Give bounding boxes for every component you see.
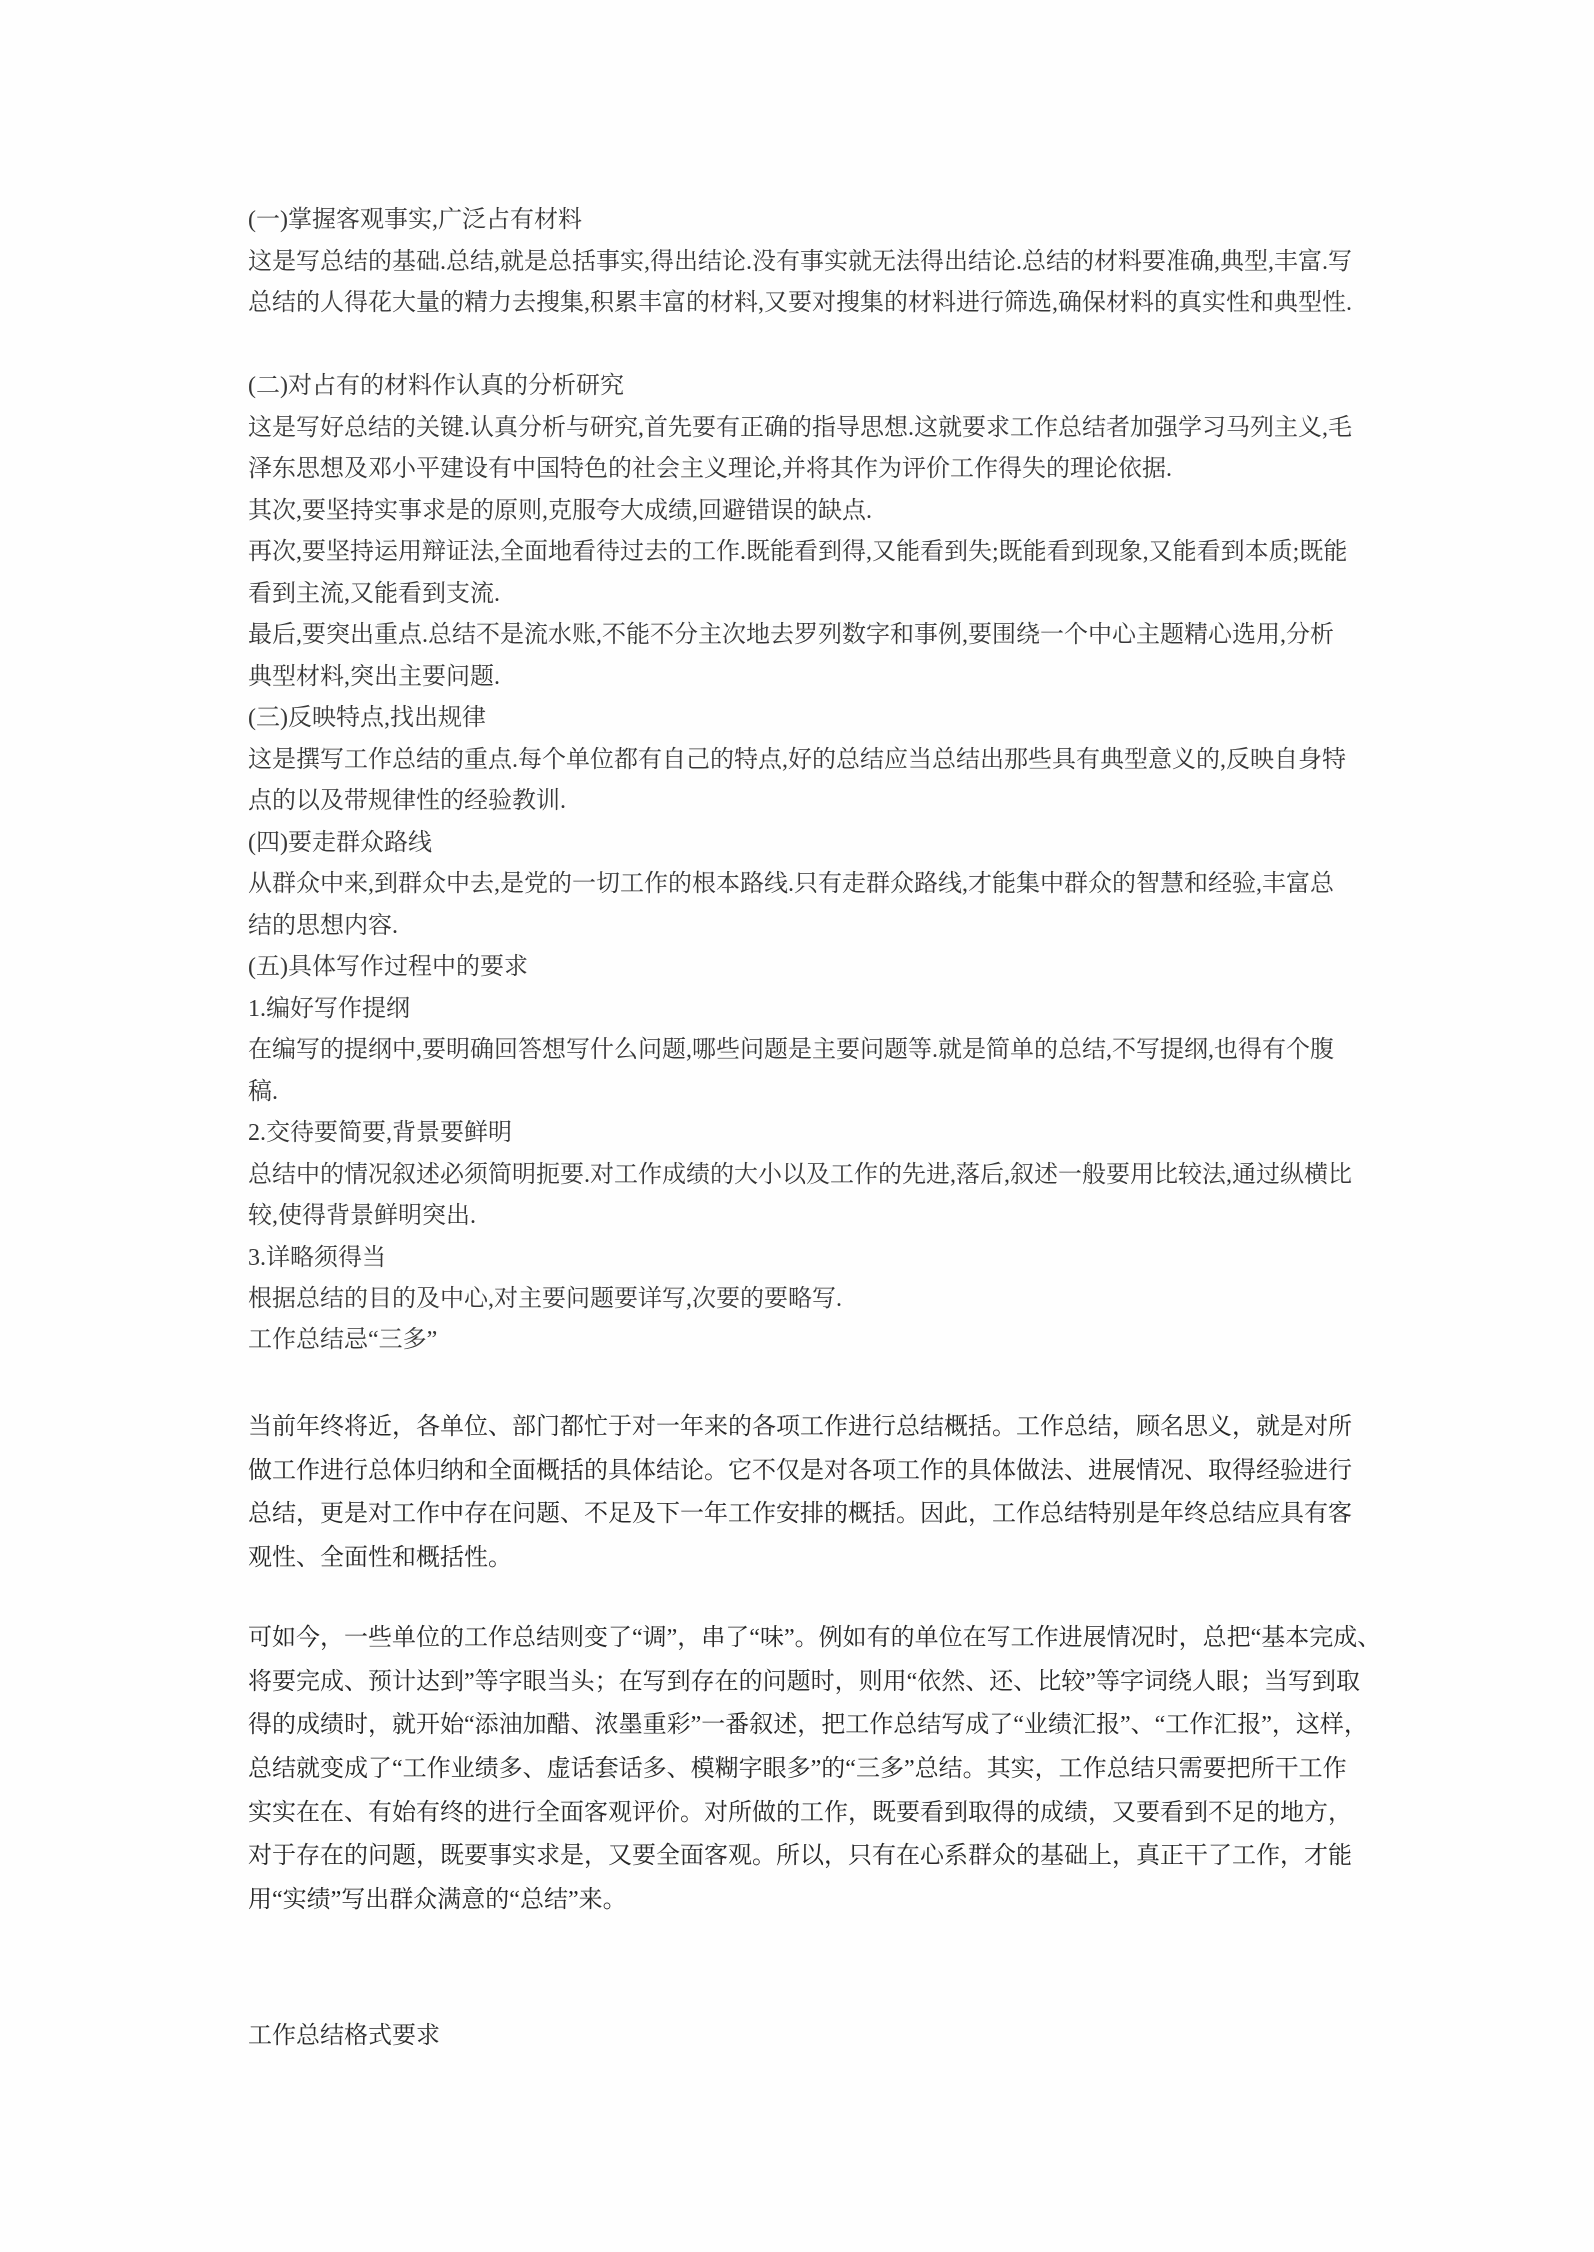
- paragraph-line: 对于存在的问题，既要事实求是，又要全面客观。所以，只有在心系群众的基础上，真正干了工作，才能: [248, 1843, 1352, 1870]
- body-line: 这是撰写工作总结的重点.每个单位都有自己的特点,好的总结应当总结出那些具有典型意义的,反映自身特: [248, 746, 1346, 773]
- paragraph-line: 可如今，一些单位的工作总结则变了“调”，串了“味”。例如有的单位在写工作进展情况时，总把“基本完成、: [248, 1625, 1382, 1651]
- article-paragraph: [248, 1406, 1448, 1581]
- paragraph-line: 将要完成、预计达到”等字眼当头；在写到存在的问题时，则用“依然、还、比较”等字词绕人眼；当写到取: [248, 1668, 1360, 1695]
- body-line: 这是写好总结的关键.认真分析与研究,首先要有正确的指导思想.这就要求工作总结者加强学习马列主义,毛: [248, 414, 1352, 441]
- section-heading: (二)对占有的材料作认真的分析研究: [248, 373, 624, 399]
- body-line: 点的以及带规律性的经验教训.: [248, 788, 566, 814]
- section-heading: (三)反映特点,找出规律: [248, 705, 486, 731]
- body-line: 其次,要坚持实事求是的原则,克服夸大成绩,回避错误的缺点.: [248, 497, 872, 524]
- body-line: 根据总结的目的及中心,对主要问题要详写,次要的要略写.: [248, 1286, 842, 1312]
- section-5: [248, 947, 1448, 1321]
- paragraph-line: 观性、全面性和概括性。: [248, 1545, 512, 1572]
- next-section-heading: 工作总结格式要求: [248, 2023, 440, 2049]
- paragraph-line: 得的成绩时，就开始“添油加醋、浓墨重彩”一番叙述，把工作总结写成了“业绩汇报”、“工作汇报”，这样，: [248, 1712, 1368, 1739]
- section-heading: (四)要走群众路线: [248, 829, 432, 856]
- body-line: 总结的人得花大量的精力去搜集,积累丰富的材料,又要对搜集的材料进行筛选,确保材料的真实性和典型性.: [248, 290, 1352, 316]
- paragraph-line: 用“实绩”写出群众满意的“总结”来。: [248, 1887, 627, 1914]
- article-title: 工作总结忌“三多”: [248, 1327, 438, 1353]
- paragraph-line: 实实在在、有始有终的进行全面客观评价。对所做的工作，既要看到取得的成绩，又要看到不足的地方，: [248, 1799, 1352, 1826]
- body-line: 从群众中来,到群众中去,是党的一切工作的根本路线.只有走群众路线,才能集中群众的智慧和经验,丰富总: [248, 871, 1334, 897]
- article-header: [248, 1320, 1448, 1362]
- body-line: 看到主流,又能看到支流.: [248, 580, 500, 607]
- paragraph-line: 总结就变成了“工作业绩多、虚话套话多、模糊字眼多”的“三多”总结。其实，工作总结只需要把所干工作: [248, 1756, 1347, 1783]
- section-heading: (五)具体写作过程中的要求: [248, 954, 528, 980]
- paragraph-line: 总结，更是对工作中存在问题、不足及下一年工作安排的概括。因此，工作总结特别是年终总结应具有客: [248, 1501, 1352, 1528]
- subsection-3: [248, 1238, 1448, 1321]
- body-line: 稿.: [248, 1078, 278, 1105]
- subsection-title: 1.编好写作提纲: [248, 995, 410, 1022]
- body-line: 这是写总结的基础.总结,就是总括事实,得出结论.没有事实就无法得出结论.总结的材料要准确,典型,丰富.写: [248, 248, 1352, 275]
- body-line: 总结中的情况叙述必须简明扼要.对工作成绩的大小以及工作的先进,落后,叙述一般要用比较法,通过纵横比: [248, 1161, 1352, 1188]
- article-paragraph: [248, 1617, 1448, 1923]
- subsection-2: [248, 1113, 1448, 1238]
- paragraph-line: 做工作进行总体归纳和全面概括的具体结论。它不仅是对各项工作的具体做法、进展情况、取得经验进行: [248, 1457, 1352, 1484]
- sections-group: [248, 366, 1448, 1321]
- subsection-1: [248, 989, 1448, 1114]
- body-line: 典型材料,突出主要问题.: [248, 663, 500, 690]
- section-heading: (一)掌握客观事实,广泛占有材料: [248, 207, 582, 233]
- section-4: [248, 823, 1448, 948]
- subsection-title: 2.交待要简要,背景要鲜明: [248, 1120, 512, 1146]
- section-2: [248, 366, 1448, 698]
- subsection-title: 3.详略须得当: [248, 1244, 386, 1271]
- body-line: 最后,要突出重点.总结不是流水账,不能不分主次地去罗列数字和事例,要围绕一个中心主题精心选用,分析: [248, 622, 1334, 648]
- body-line: 较,使得背景鲜明突出.: [248, 1203, 476, 1229]
- next-section: [248, 2015, 1448, 2059]
- paragraph-line: 当前年终将近，各单位、部门都忙于对一年来的各项工作进行总结概括。工作总结，顾名思义，就是对所: [248, 1414, 1352, 1440]
- section-1: [248, 200, 1448, 325]
- body-line: 在编写的提纲中,要明确回答想写什么问题,哪些问题是主要问题等.就是简单的总结,不写提纲,也得有个腹: [248, 1037, 1334, 1063]
- body-line: 结的思想内容.: [248, 912, 398, 939]
- body-line: 再次,要坚持运用辩证法,全面地看待过去的工作.既能看到得,又能看到失;既能看到现象,又能看到本质;既能: [248, 539, 1348, 565]
- body-line: 泽东思想及邓小平建设有中国特色的社会主义理论,并将其作为评价工作得失的理论依据.: [248, 456, 1172, 482]
- section-3: [248, 698, 1448, 823]
